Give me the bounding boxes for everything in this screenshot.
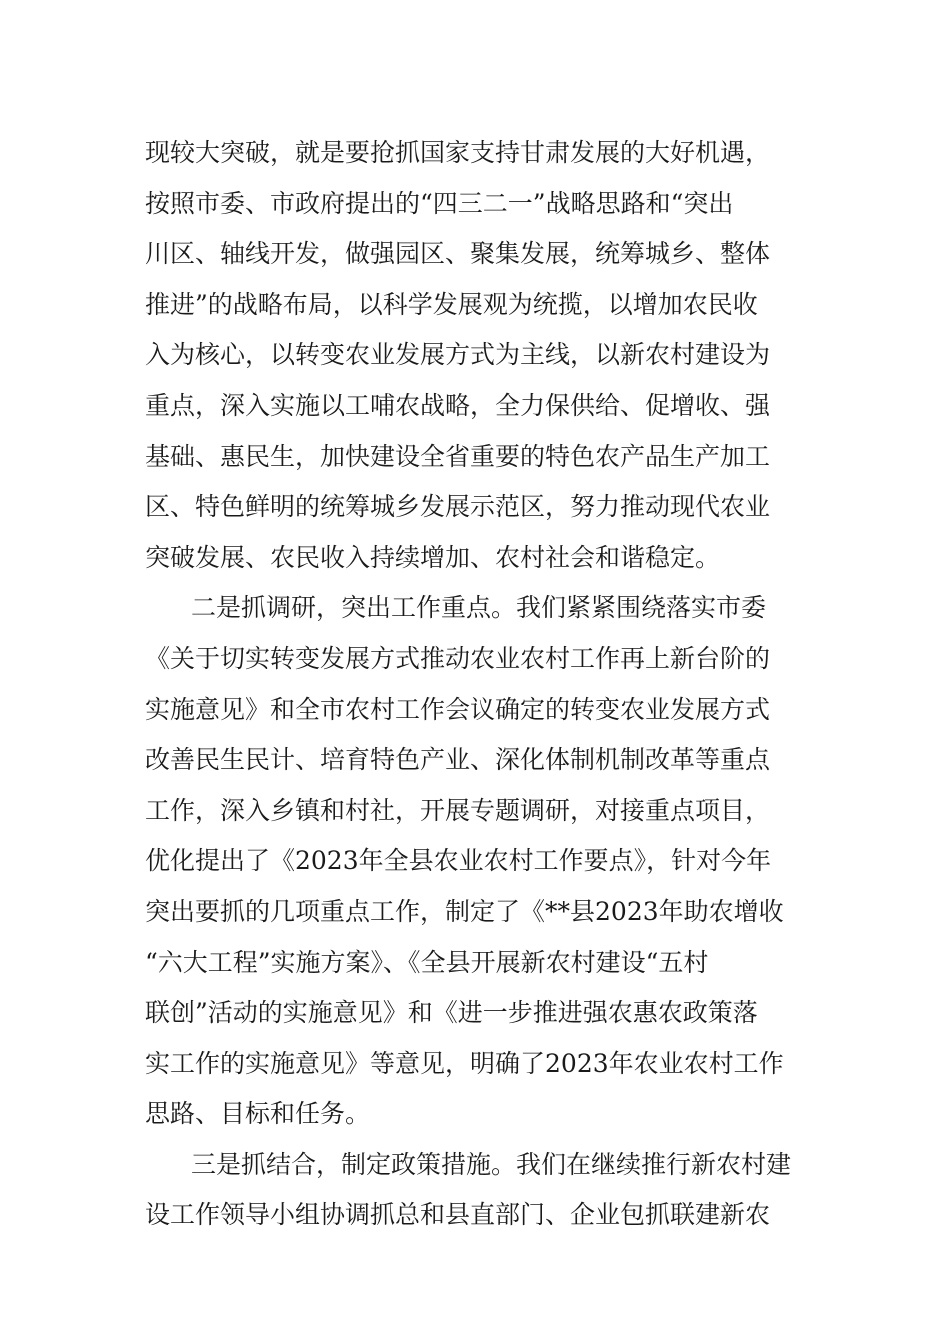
text-line: 突出要抓的几项重点工作，制定了《**县2023年助农增收 bbox=[145, 896, 784, 926]
text-line: 联创”活动的实施意见》和《进一步推进强农惠农政策落 bbox=[145, 998, 758, 1028]
text-line: 重点，深入实施以工哺农战略，全力保供给、促增收、强 bbox=[145, 390, 771, 420]
text-line: 基础、惠民生，加快建设全省重要的特色农产品生产加工 bbox=[145, 441, 771, 471]
text-line: 突破发展、农民收入持续增加、农村社会和谐稳定。 bbox=[145, 542, 721, 572]
text-line: 入为核心，以转变农业发展方式为主线，以新农村建设为 bbox=[145, 340, 771, 370]
text-line: 川区、轴线开发，做强园区、聚集发展，统筹城乡、整体 bbox=[145, 239, 771, 269]
paragraph-start-line: 二是抓调研，突出工作重点。我们紧紧围绕落实市委 bbox=[191, 593, 767, 623]
text-line: 改善民生民计、培育特色产业、深化体制机制改革等重点 bbox=[145, 745, 771, 775]
text-line: 设工作领导小组协调抓总和县直部门、企业包抓联建新农 bbox=[145, 1200, 771, 1230]
text-line: 推进”的战略布局，以科学发展观为统揽，以增加农民收 bbox=[145, 289, 758, 319]
text-line: 现较大突破，就是要抢抓国家支持甘肃发展的大好机遇， bbox=[145, 138, 771, 167]
text-line: 《关于切实转变发展方式推动农业农村工作再上新台阶的 bbox=[145, 643, 771, 673]
text-line: 工作，深入乡镇和村社，开展专题调研，对接重点项目， bbox=[145, 795, 771, 825]
text-line: 实工作的实施意见》等意见，明确了2023年农业农村工作 bbox=[145, 1048, 784, 1078]
paragraph-start-line: 三是抓结合，制定政策措施。我们在继续推行新农村建 bbox=[191, 1149, 792, 1179]
text-line: 优化提出了《2023年全县农业农村工作要点》，针对今年 bbox=[145, 846, 772, 876]
text-line: 区、特色鲜明的统筹城乡发展示范区，努力推动现代农业 bbox=[145, 492, 771, 522]
text-line: 实施意见》和全市农村工作会议确定的转变农业发展方式 bbox=[145, 694, 771, 724]
body-text bbox=[145, 128, 815, 1241]
text-line: “六大工程”实施方案》、《全县开展新农村建设“五村 bbox=[145, 947, 709, 977]
text-line: 思路、目标和任务。 bbox=[145, 1099, 371, 1129]
text-line: 按照市委、市政府提出的“四三二一”战略思路和“突出 bbox=[145, 188, 734, 218]
